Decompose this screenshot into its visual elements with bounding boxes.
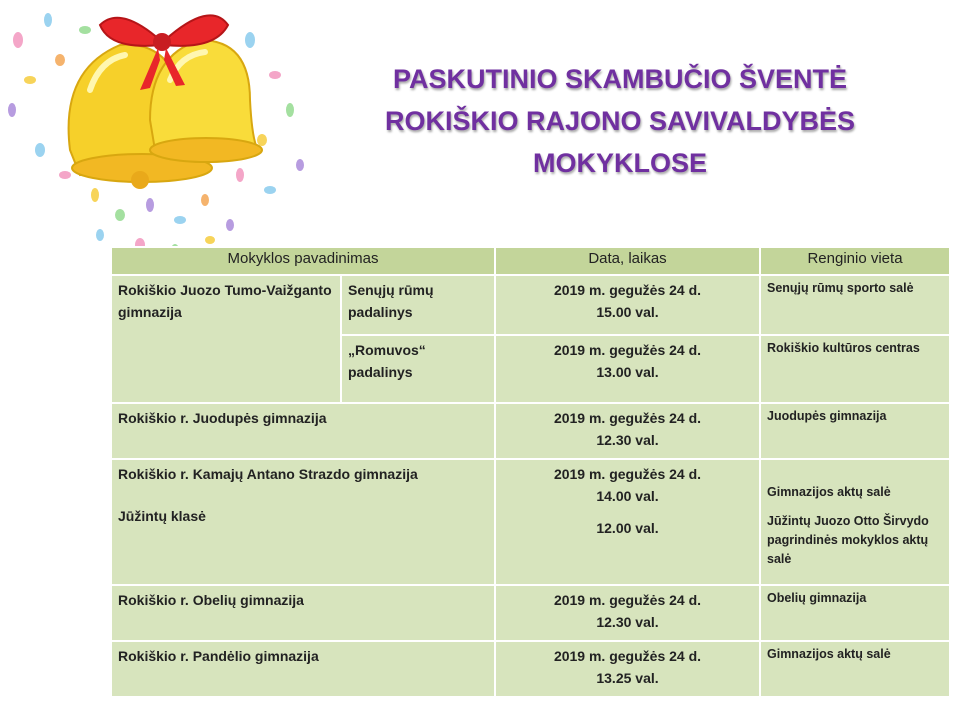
time-text: 15.00 val.: [596, 304, 659, 320]
school-cell: Rokiškio Juozo Tumo-Vaižganto gimnazija: [111, 275, 341, 403]
school-cell: [111, 459, 495, 585]
time-text: 12.30 val.: [596, 432, 659, 448]
time-text: 14.00 val.: [596, 488, 659, 504]
date-text: 2019 m. gegužės 24 d.: [553, 466, 702, 482]
time-extra-text: 12.00 val.: [596, 520, 659, 536]
venue-cell: Gimnazijos aktų salė: [760, 641, 950, 697]
schedule-table: [110, 246, 951, 698]
table-row: [111, 403, 950, 459]
title-line-3: MOKYKLOSE: [532, 148, 707, 178]
bells-decoration: [0, 0, 330, 280]
venue-cell: Juodupės gimnazija: [760, 403, 950, 459]
time-text: 13.00 val.: [596, 364, 659, 380]
date-text: 2019 m. gegužės 24 d.: [553, 282, 702, 298]
date-text: 2019 m. gegužės 24 d.: [553, 342, 702, 358]
time-text: 12.30 val.: [596, 614, 659, 630]
venue-cell: [760, 459, 950, 585]
table-header-row: [111, 247, 950, 275]
date-time-cell: [495, 641, 760, 697]
table-row: [111, 585, 950, 641]
time-text: 13.25 val.: [596, 670, 659, 686]
header-school: Mokyklos pavadinimas: [111, 247, 495, 275]
header-date: Data, laikas: [495, 247, 760, 275]
table-row: [111, 459, 950, 585]
division-cell: „Romuvos“ padalinys: [341, 335, 495, 403]
school-cell: Rokiškio r. Obelių gimnazija: [111, 585, 495, 641]
date-time-cell: [495, 585, 760, 641]
venue-cell: Obelių gimnazija: [760, 585, 950, 641]
venue-extra-text: Jūžintų Juozo Otto Širvydo pagrindinės mokyklos aktų salė: [767, 514, 929, 566]
table-row: [111, 641, 950, 697]
page-title: [330, 58, 910, 184]
date-text: 2019 m. gegužės 24 d.: [553, 592, 702, 608]
title-line-1: PASKUTINIO SKAMBUČIO ŠVENTĖ: [392, 64, 848, 94]
date-text: 2019 m. gegužės 24 d.: [553, 648, 702, 664]
date-time-cell: [495, 335, 760, 403]
header-venue: Renginio vieta: [760, 247, 950, 275]
school-extra-text: Jūžintų klasė: [118, 508, 206, 524]
venue-cell: Senųjų rūmų sporto salė: [760, 275, 950, 335]
table-row: [111, 275, 950, 335]
school-text: Rokiškio r. Kamajų Antano Strazdo gimnazija: [118, 466, 418, 482]
division-cell: Senųjų rūmų padalinys: [341, 275, 495, 335]
date-time-cell: [495, 459, 760, 585]
date-time-cell: [495, 403, 760, 459]
title-line-2: ROKIŠKIO RAJONO SAVIVALDYBĖS: [384, 106, 856, 136]
school-cell: Rokiškio r. Juodupės gimnazija: [111, 403, 495, 459]
date-text: 2019 m. gegužės 24 d.: [553, 410, 702, 426]
school-cell: Rokiškio r. Pandėlio gimnazija: [111, 641, 495, 697]
venue-text: Gimnazijos aktų salė: [767, 485, 891, 499]
date-time-cell: [495, 275, 760, 335]
venue-cell: Rokiškio kultūros centras: [760, 335, 950, 403]
